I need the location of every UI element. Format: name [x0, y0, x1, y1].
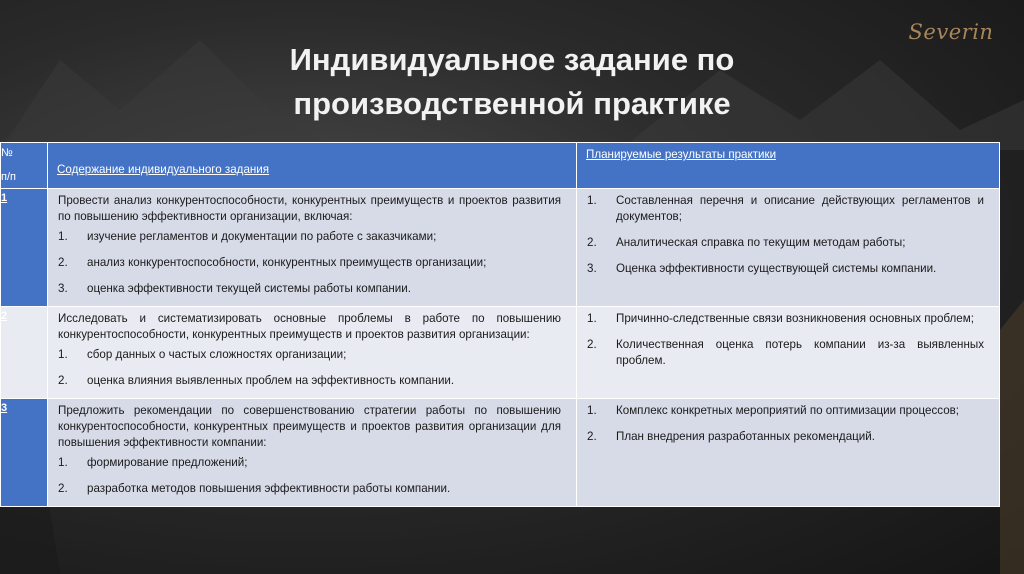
- result-item-text: Комплекс конкретных мероприятий по оптимизации процессов;: [616, 404, 960, 417]
- task-item: [58, 455, 561, 471]
- content-cell: [48, 399, 577, 507]
- header-content-label: Содержание индивидуального задания: [57, 163, 270, 176]
- result-item-text: Составленная перечня и описание действующих регламентов и документов;: [616, 194, 984, 223]
- result-item-text: Аналитическая справка по текущим методам работы;: [616, 236, 906, 249]
- result-item-text: Оценка эффективности существующей системы компании.: [616, 262, 937, 275]
- header-content: [48, 143, 577, 189]
- task-item: [58, 255, 561, 271]
- results-cell: [577, 307, 1000, 399]
- header-number: [1, 143, 48, 189]
- results-cell: [577, 189, 1000, 307]
- logo-text: Severin: [908, 20, 994, 44]
- task-item-text: оценка эффективности текущей системы работы компании.: [87, 282, 411, 295]
- table-row: [1, 307, 1000, 399]
- result-item: [587, 311, 984, 327]
- row-number: 2: [1, 307, 48, 399]
- task-item: [58, 347, 561, 363]
- task-item: [58, 373, 561, 389]
- task-intro: Провести анализ конкурентоспособности, конкурентных преимуществ и проектов развития по повышению эффективности организации, включая:: [58, 194, 561, 223]
- result-item-text: Количественная оценка потерь компании из-за выявленных проблем.: [616, 338, 984, 367]
- task-item-number: 2.: [58, 374, 68, 387]
- header-results: [577, 143, 1000, 189]
- task-item-text: изучение регламентов и документации по работе с заказчиками;: [87, 230, 437, 243]
- results-list: [587, 311, 984, 369]
- table-row: [1, 399, 1000, 507]
- task-item: [58, 481, 561, 497]
- results-list: [587, 403, 984, 445]
- result-item: [587, 193, 984, 225]
- result-item: [587, 337, 984, 369]
- task-list: [58, 455, 561, 497]
- content-cell: [48, 307, 577, 399]
- table-header-row: [1, 143, 1000, 189]
- result-item-number: 2.: [587, 338, 597, 351]
- task-item-text: сбор данных о частых сложностях организации;: [87, 348, 347, 361]
- title-line-2: производственной практике: [293, 86, 731, 121]
- assignment-table: [0, 142, 1000, 507]
- result-item: [587, 429, 984, 445]
- task-item-number: 2.: [58, 482, 68, 495]
- result-item-text: План внедрения разработанных рекомендаций.: [616, 430, 875, 443]
- slide-title: [0, 38, 1024, 126]
- result-item-text: Причинно-следственные связи возникновения основных проблем;: [616, 312, 974, 325]
- table-body: [1, 189, 1000, 507]
- result-item-number: 1.: [587, 194, 597, 207]
- task-list: [58, 229, 561, 297]
- results-cell: [577, 399, 1000, 507]
- row-number: 3: [1, 399, 48, 507]
- header-number-line2: п/п: [1, 171, 16, 183]
- task-item-number: 1.: [58, 348, 68, 361]
- task-item-text: формирование предложений;: [87, 456, 248, 469]
- header-number-line1: №: [1, 147, 13, 159]
- result-item: [587, 235, 984, 251]
- task-item: [58, 281, 561, 297]
- task-item-text: оценка влияния выявленных проблем на эффективность компании.: [87, 374, 455, 387]
- header-results-label: Планируемые результаты практики: [586, 148, 777, 161]
- task-intro: Исследовать и систематизировать основные проблемы в работе по повышению конкурентоспособности, конкурентных преимуществ и проектов развития организации:: [58, 312, 561, 341]
- task-item-number: 2.: [58, 256, 68, 269]
- table-row: [1, 189, 1000, 307]
- task-item-number: 1.: [58, 456, 68, 469]
- result-item: [587, 403, 984, 419]
- content-cell: [48, 189, 577, 307]
- row-number: 1: [1, 189, 48, 307]
- result-item-number: 1.: [587, 404, 597, 417]
- task-list: [58, 347, 561, 389]
- result-item-number: 1.: [587, 312, 597, 325]
- task-item-text: анализ конкурентоспособности, конкурентных преимуществ организации;: [87, 256, 487, 269]
- result-item: [587, 261, 984, 277]
- title-line-1: Индивидуальное задание по: [289, 42, 735, 77]
- task-intro: Предложить рекомендации по совершенствованию стратегии работы по повышению конкурентоспособности, конкурентных преимуществ и проектов развития организации для повышения эффективности компании:: [58, 404, 561, 449]
- results-list: [587, 193, 984, 277]
- task-item: [58, 229, 561, 245]
- result-item-number: 2.: [587, 430, 597, 443]
- result-item-number: 3.: [587, 262, 597, 275]
- task-item-number: 1.: [58, 230, 68, 243]
- task-item-number: 3.: [58, 282, 68, 295]
- task-item-text: разработка методов повышения эффективности работы компании.: [87, 482, 451, 495]
- result-item-number: 2.: [587, 236, 597, 249]
